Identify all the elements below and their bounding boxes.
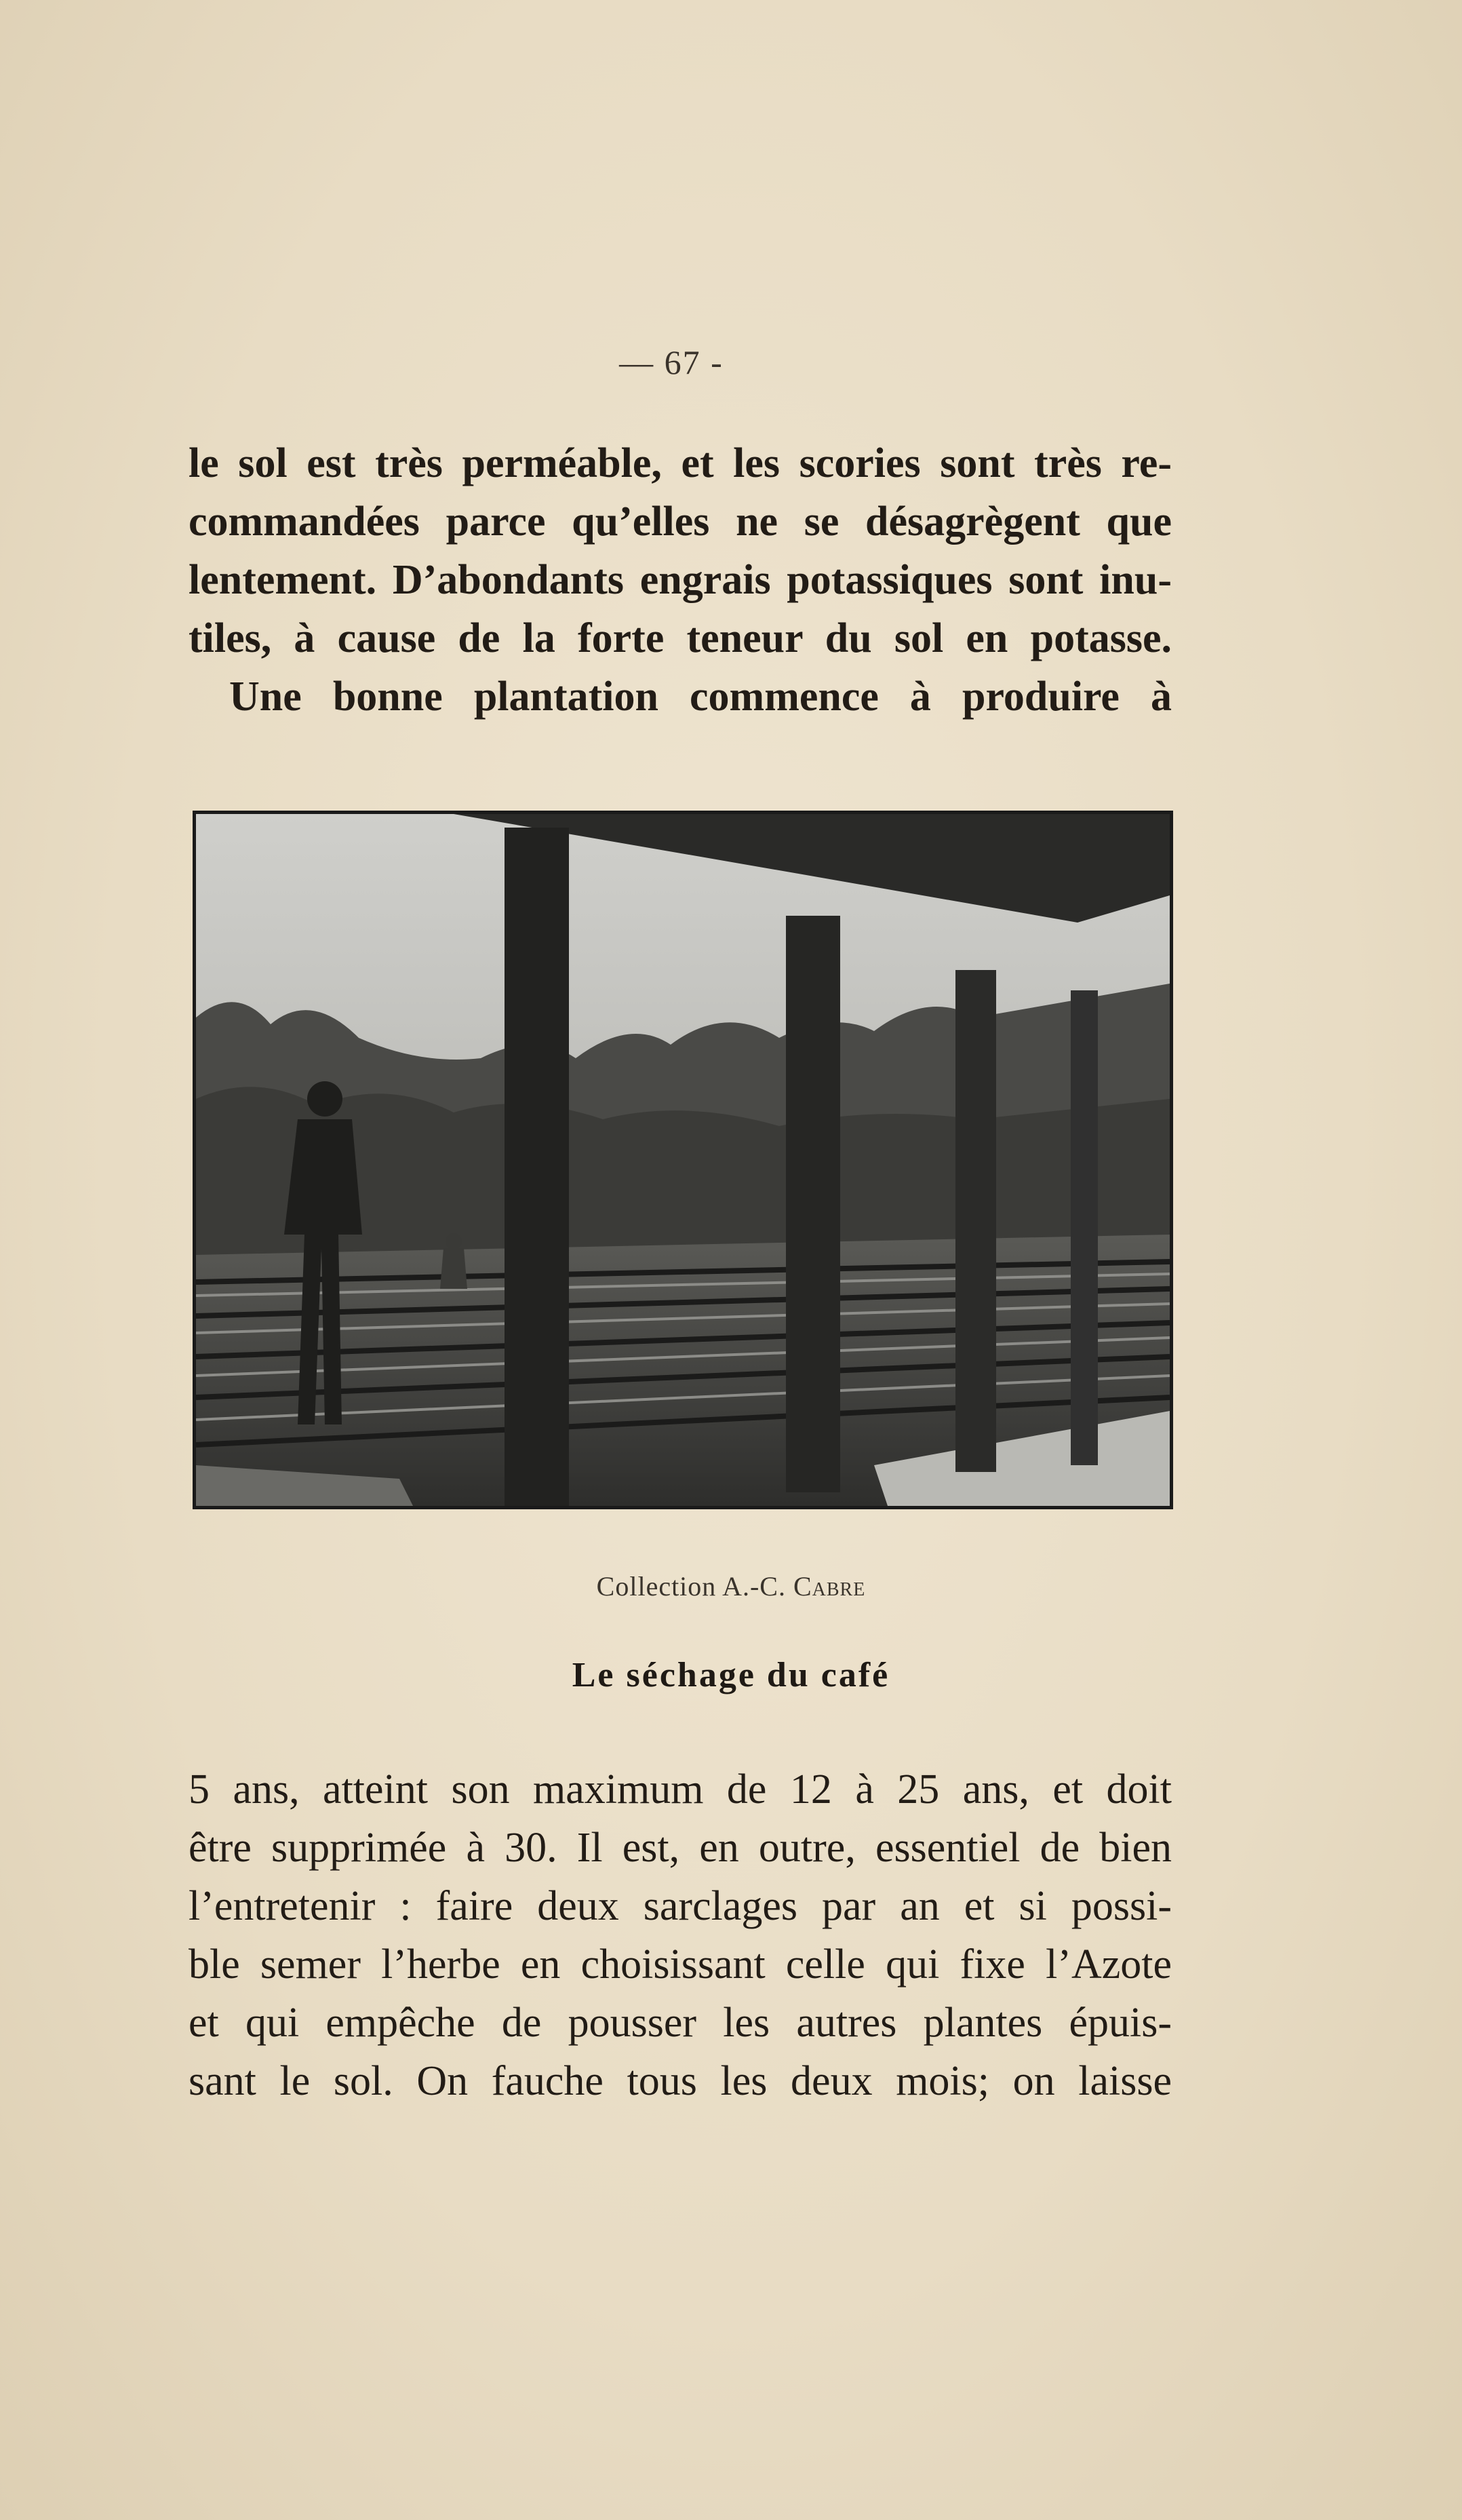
text-line: sant le sol. On fauche tous les deux mois; on laisse: [189, 2058, 1172, 2104]
text-line: tiles, à cause de la forte teneur du sol en potasse.: [189, 615, 1172, 661]
bottom-paragraph: [189, 1760, 1172, 2110]
photo-credit: [0, 1570, 1462, 1602]
text-line: l’entretenir : faire deux sarclages par an et si possi-: [189, 1883, 1172, 1929]
photo-illustration: [196, 814, 1170, 1506]
top-paragraph: [189, 434, 1172, 726]
text-line: lentement. D’abondants engrais potassiques sont inu-: [189, 557, 1172, 603]
text-line: et qui empêche de pousser les autres plantes épuis-: [189, 2000, 1172, 2046]
text-line: le sol est très perméable, et les scories sont très re-: [189, 440, 1172, 486]
credit-prefix: Collection A.-C.: [596, 1571, 786, 1602]
text-line: être supprimée à 30. Il est, en outre, essentiel de bien: [189, 1825, 1172, 1871]
text-line: 5 ans, atteint son maximum de 12 à 25 ans, et doit: [189, 1766, 1172, 1813]
photo-caption: Le séchage du café: [572, 1656, 890, 1694]
text-line: ble semer l’herbe en choisissant celle qui fixe l’Azote: [189, 1941, 1172, 1988]
credit-name: Cabre: [793, 1571, 866, 1602]
text-line: commandées parce qu’elles ne se désagrègent que: [189, 499, 1172, 545]
page-number: — 67 -: [619, 343, 724, 381]
coffee-drying-photo: [193, 811, 1173, 1509]
text-line: Une bonne plantation commence à produire à: [229, 674, 1172, 720]
